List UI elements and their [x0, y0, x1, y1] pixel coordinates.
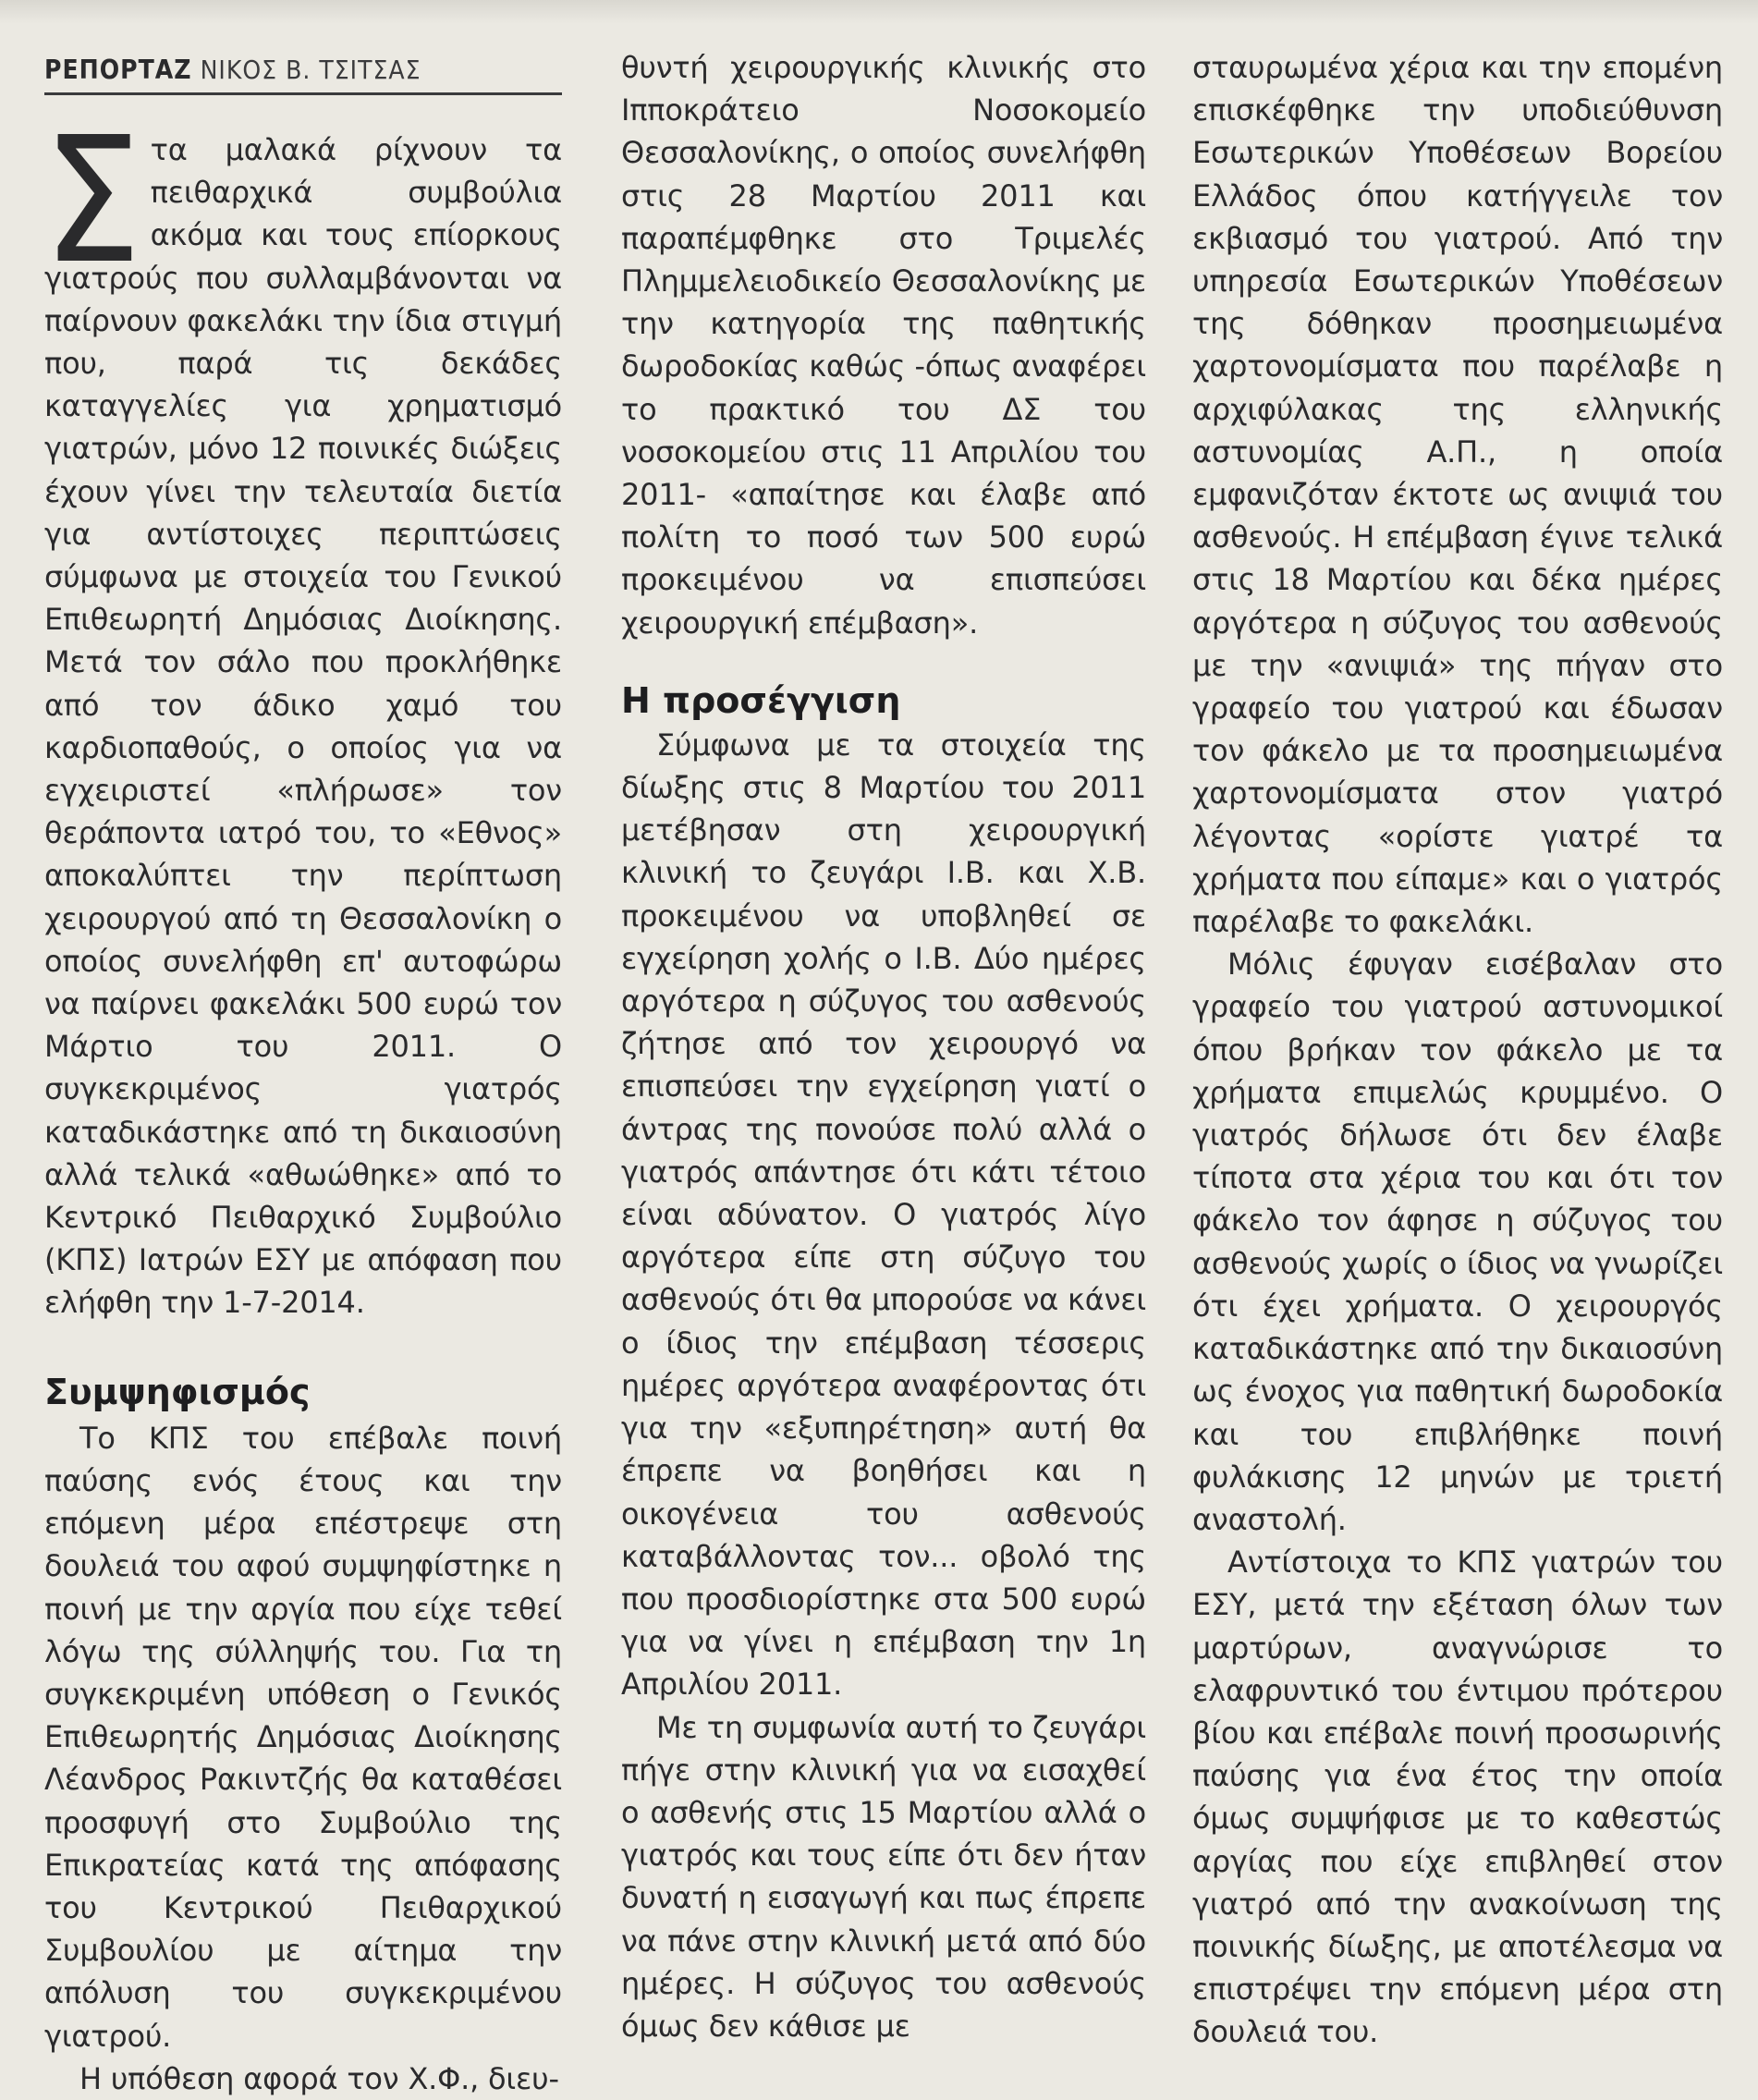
rubric-label: ΡΕΠΟΡΤΑΖ [44, 55, 192, 85]
paragraph: Σύμφωνα με τα στοιχεία της δίωξης στις 8 Μαρτίου του 2011 μετέβησαν στη χειρουργική κλινική το ζευγάρι Ι.Β. και Χ.Β. προκειμένου να υποβληθεί σε εγχείρηση χολής ο Ι.Β. Δύο ημέρες αργότερα η σύζυγος του ασθενούς ζήτησε από τον χειρουργό να επισπεύσει την εγχείρηση γιατί ο άντρας της πονούσε πολύ αλλά ο γιατρός απάντησε ότι κάτι τέτοιο είναι αδύνατον. Ο γιατρός λίγο αργότερα είπε στη σύζυγο του ασθενούς ότι θα μπορούσε να κάνει ο ίδιος την επέμβαση τέσσερις ημέρες αργότερα αναφέροντας ότι για την «εξυπηρέτηση» αυτή θα έπρεπε να βοηθήσει και η οικογένεια του ασθενούς καταβάλλοντας τον... οβολό της που προσδιορίστηκε στα 500 ευρώ για να γίνει η επέμβαση την 1η Απριλίου 2011. [621, 726, 1146, 1703]
top-edge-strip [0, 0, 1758, 24]
article-column-1 [44, 54, 562, 2100]
paragraph: Μόλις έφυγαν εισέβαλαν στο γραφείο του γιατρού αστυνομικοί όπου βρήκαν τον φάκελο με τα χρήματα επιμελώς κρυμμένο. Ο γιατρός δήλωσε ότι δεν έλαβε τίποτα στα χέρια του και ότι τον φάκελο τον άφησε η σύζυγος του ασθενούς χωρίς ο ίδιος να γνωρίζει ότι έχει χρήματα. Ο χειρουργός καταδικάστηκε από την δικαιοσύνη ως ένοχος για παθητική δωροδοκία και του επιβλήθηκε ποινή φυλάκισης 12 μηνών με τριετή αναστολή. [1192, 946, 1723, 1537]
paragraph: Το ΚΠΣ του επέβαλε ποινή παύσης ενός έτους και την επόμενη μέρα επέστρεψε στη δουλειά του αφού συμψηφίστηκε η ποινή με την αργία που είχε τεθεί λόγω της σύλληψής του. Για τη συγκεκριμένη υπόθεση ο Γενικός Επιθεωρητής Δημόσιας Διοίκησης Λέανδρος Ρακιντζής θα καταθέσει προσφυγή στο Συμβούλιο της Επικρατείας κατά της απόφασης του Κεντρικού Πειθαρχικού Συμβουλίου με αίτημα την απόλυση του συγκεκριμένου γιατρού. [44, 1420, 562, 2054]
article-column-3 [1192, 46, 1723, 2054]
paragraph: Αντίστοιχα το ΚΠΣ γιατρών του ΕΣΥ, μετά την εξέταση όλων των μαρτύρων, αναγνώρισε το ελαφρυντικό του έντιμου πρότερου βίου και επέβαλε ποινή προσωρινής παύσης για ένα έτος την οποία όμως συμψήφισε με το καθεστώς αργίας που είχε επιβληθεί στον γιατρό από την ανακοίνωση της ποινικής δίωξης, με αποτέλεσμα να επιστρέψει την επόμενη μέρα στη δουλειά του. [1192, 1544, 1723, 2050]
subheading-symps: Συμψηφισμός [44, 1371, 311, 1412]
subheading-proseggisi: Η προσέγγιση [621, 679, 901, 721]
article-column-2 [621, 46, 1146, 2047]
paragraph: σταυρωμένα χέρια και την επομένη επισκέφθηκε την υποδιεύθυνση Εσωτερικών Υποθέσεων Βορείου Ελλάδος όπου κατήγγειλε τον εκβιασμό του γιατρού. Από την υπηρεσία Εσωτερικών Υποθέσεων της δόθηκαν προσημειωμένα χαρτονομίσματα που παρέλαβε η αρχιφύλακας της ελληνικής αστυνομίας Α.Π., η οποία εμφανιζόταν έκτοτε ως ανιψιά του ασθενούς. Η επέμβαση έγινε τελικά στις 18 Μαρτίου και δέκα ημέρες αργότερα η σύζυγος του ασθενούς με την «ανιψιά» της πήγαν στο γραφείο του γιατρού και έδωσαν τον φάκελο με τα προσημειωμένα χαρτονομίσματα στον γιατρό λέγοντας «ορίστε γιατρέ τα χρήματα που είπαμε» και ο γιατρός παρέλαβε το φακελάκι. [1192, 50, 1723, 940]
byline [44, 54, 562, 95]
drop-cap: Σ [43, 100, 141, 302]
lead-text: τα μαλακά ρίχνουν τα πειθαρχικά συμβούλια ακόμα και τους επίορκους γιατρούς που συλλαμβάνονται να παίρνουν φακελάκι την ίδια στιγμή που, παρά τις δεκάδες καταγγελίες για χρηματισμό γιατρών, μόνο 12 ποινικές διώξεις έχουν γίνει την τελευταία διετία για αντίστοιχες περιπτώσεις σύμφωνα με στοιχεία του Γενικού Επιθεωρητή Δημόσιας Διοίκησης. Μετά τον σάλο που προκλήθηκε από τον άδικο χαμό του καρδιοπαθούς, ο οποίος για να εγχειριστεί «πλήρωσε» τον θεράποντα ιατρό του, το «Εθνος» αποκαλύπτει την περίπτωση χειρουργού από τη Θεσσαλονίκη ο οποίος συνελήφθη επ' αυτοφώρω να παίρνει φακελάκι 500 ευρώ τον Μάρτιο του 2011. Ο συγκεκριμένος γιατρός καταδικάστηκε από τη δικαιοσύνη αλλά τελικά «αθωώθηκε» από το Κεντρικό Πειθαρχικό Συμβούλιο (ΚΠΣ) Ιατρών ΕΣΥ με απόφαση που ελήφθη την 1-7-2014. [44, 132, 562, 1321]
paragraph: θυντή χειρουργικής κλινικής στο Ιπποκράτειο Νοσοκομείο Θεσσαλονίκης, ο οποίος συνελήφθη στις 28 Μαρτίου 2011 και παραπέμφθηκε στο Τριμελές Πλημμελειοδικείο Θεσσαλονίκης με την κατηγορία της παθητικής δωροδοκίας καθώς -όπως αναφέρει το πρακτικό του ΔΣ του νοσοκομείου στις 11 Απριλίου του 2011- «απαίτησε και έλαβε από πολίτη το ποσό των 500 ευρώ προκειμένου να επισπεύσει χειρουργική επέμβαση». [621, 50, 1146, 641]
paragraph: Με τη συμφωνία αυτή το ζευγάρι πήγε στην κλινική για να εισαχθεί ο ασθενής στις 15 Μαρτίου αλλά ο γιατρός και τους είπε ότι δεν ήταν δυνατή η εισαγωγή και πως έπρεπε να πάνε στην κλινική μετά από δύο ημέρες. Η σύζυγος του ασθενούς όμως δεν κάθισε με [621, 1709, 1146, 2044]
lead-paragraph [43, 100, 562, 1325]
author-name: ΝΙΚΟΣ Β. ΤΣΙΤΣΑΣ [200, 55, 421, 85]
paragraph: Η υπόθεση αφορά τον Χ.Φ., διευ- [79, 2060, 559, 2096]
